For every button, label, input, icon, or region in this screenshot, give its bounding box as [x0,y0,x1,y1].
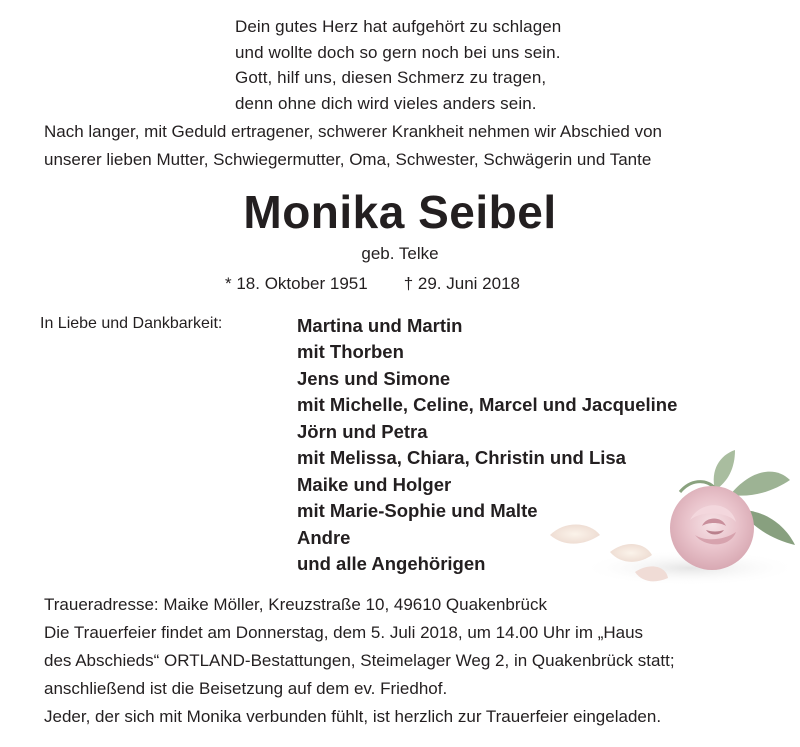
family-names: Martina und Martin [297,315,463,336]
deceased-name: Monika Seibel [243,186,557,238]
family-names: Jörn und Petra [297,421,428,442]
funeral-address: Traueradresse: Maike Möller, Kreuzstraße 10, 49610 Quakenbrück [44,595,548,614]
thanks-label: In Liebe und Dankbarkeit: [40,315,223,332]
poem-line: Gott, hilf uns, diesen Schmerz zu tragen, [235,68,547,87]
poem-line: denn ohne dich wird vieles anders sein. [235,93,537,113]
poem [235,14,561,116]
family-relatives: und alle Angehörigen [297,552,486,574]
intro-line: unserer lieben Mutter, Schwiegermutter, Oma, Schwester, Schwägerin und Tante [44,150,652,169]
footer-text [44,591,764,731]
funeral-info-line: anschließend ist die Beisetzung auf dem ev. Friedhof. [44,679,448,698]
birth-date: * 18. Oktober 1951 [225,274,368,293]
family-names: Maike und Holger [297,474,452,495]
family-children: mit Melissa, Chiara, Christin und Lisa [297,446,626,468]
family-names: Jens und Simone [297,368,451,389]
poem-line: und wollte doch so gern noch bei uns sein. [235,42,561,62]
poem-line: Dein gutes Herz hat aufgehört zu schlagen [235,17,562,36]
family-children: mit Marie-Sophie und Malte [297,499,538,521]
family-children: mit Michelle, Celine, Marcel und Jacqueline [297,393,678,415]
intro-text [44,118,760,174]
family-group [297,313,677,364]
family-names: Andre [297,527,351,548]
rose-image [540,440,800,590]
intro-line: Nach langer, mit Geduld ertragener, schwerer Krankheit nehmen wir Abschied von [44,122,662,141]
maiden-name: geb. Telke [361,244,439,263]
family-group [297,366,677,417]
invitation-line: Jeder, der sich mit Monika verbunden fühlt, ist herzlich zur Trauerfeier eingeladen. [44,707,662,726]
life-dates [225,274,520,294]
family-children: mit Thorben [297,340,404,362]
funeral-info-line: des Abschieds“ ORTLAND-Bestattungen, Steimelager Weg 2, in Quakenbrück statt; [44,651,675,670]
funeral-info-line: Die Trauerfeier findet am Donnerstag, dem 5. Juli 2018, um 14.00 Uhr im „Haus [44,623,644,642]
death-date: † 29. Juni 2018 [403,274,520,293]
